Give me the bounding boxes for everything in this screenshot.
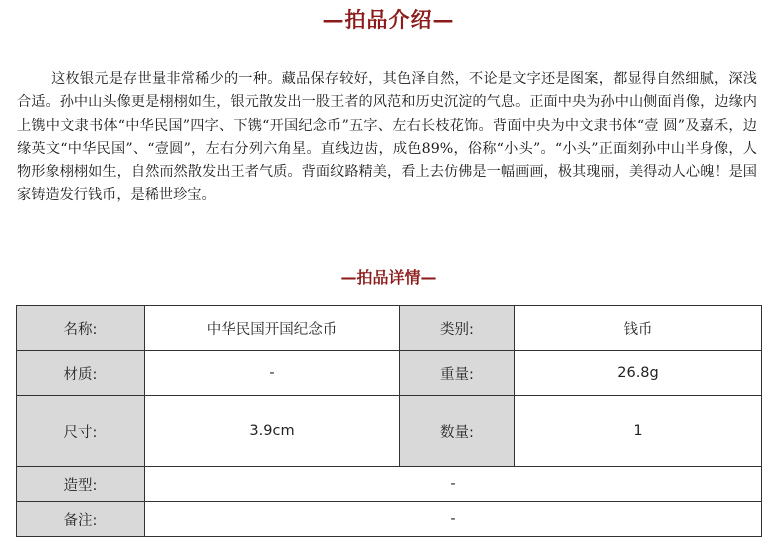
table-row xyxy=(17,351,762,396)
page-title: —拍品介绍— xyxy=(322,7,455,32)
shape-value: - xyxy=(145,467,762,502)
size-value: 3.9cm xyxy=(145,396,400,467)
size-label: 尺寸: xyxy=(17,396,145,467)
shape-label: 造型: xyxy=(17,467,145,502)
material-label: 材质: xyxy=(17,351,145,396)
quantity-value: 1 xyxy=(515,396,762,467)
name-label: 名称: xyxy=(17,306,145,351)
table-row xyxy=(17,396,762,467)
table-row xyxy=(17,467,762,502)
category-value: 钱币 xyxy=(515,306,762,351)
material-value: - xyxy=(145,351,400,396)
weight-value: 26.8g xyxy=(515,351,762,396)
details-table xyxy=(16,305,762,537)
table-row xyxy=(17,502,762,537)
weight-label: 重量: xyxy=(400,351,515,396)
quantity-label: 数量: xyxy=(400,396,515,467)
name-value: 中华民国开国纪念币 xyxy=(145,306,400,351)
category-label: 类别: xyxy=(400,306,515,351)
remark-value: - xyxy=(145,502,762,537)
item-description: 这枚银元是存世量非常稀少的一种。藏品保存较好，其色泽自然，不论是文字还是图案，都显得自然细腻，深浅合适。孙中山头像更是栩栩如生，银元散发出一股王者的风范和历史沉淀的气息。正面中央为孙中山侧面肖像，边缘内上镌中文隶书体“中华民国”四字、下镌“开国纪念币”五字、左右长枝花饰。背面中央为中文隶书体“壹 圆”及嘉禾，边缘英文“中华民国”、“壹圆”，左右分列六角星。直线边齿，成色89%，俗称“小头”。“小头”正面刻孙中山半身像，人物形象栩栩如生，自然而然散发出王者气质。背面纹路精美，看上去仿佛是一幅画画，极其瑰丽，美得动人心魄！是国家铸造发行钱币，是稀世珍宝。 xyxy=(17,71,757,204)
details-title: —拍品详情— xyxy=(340,268,437,287)
table-row xyxy=(17,306,762,351)
remark-label: 备注: xyxy=(17,502,145,537)
